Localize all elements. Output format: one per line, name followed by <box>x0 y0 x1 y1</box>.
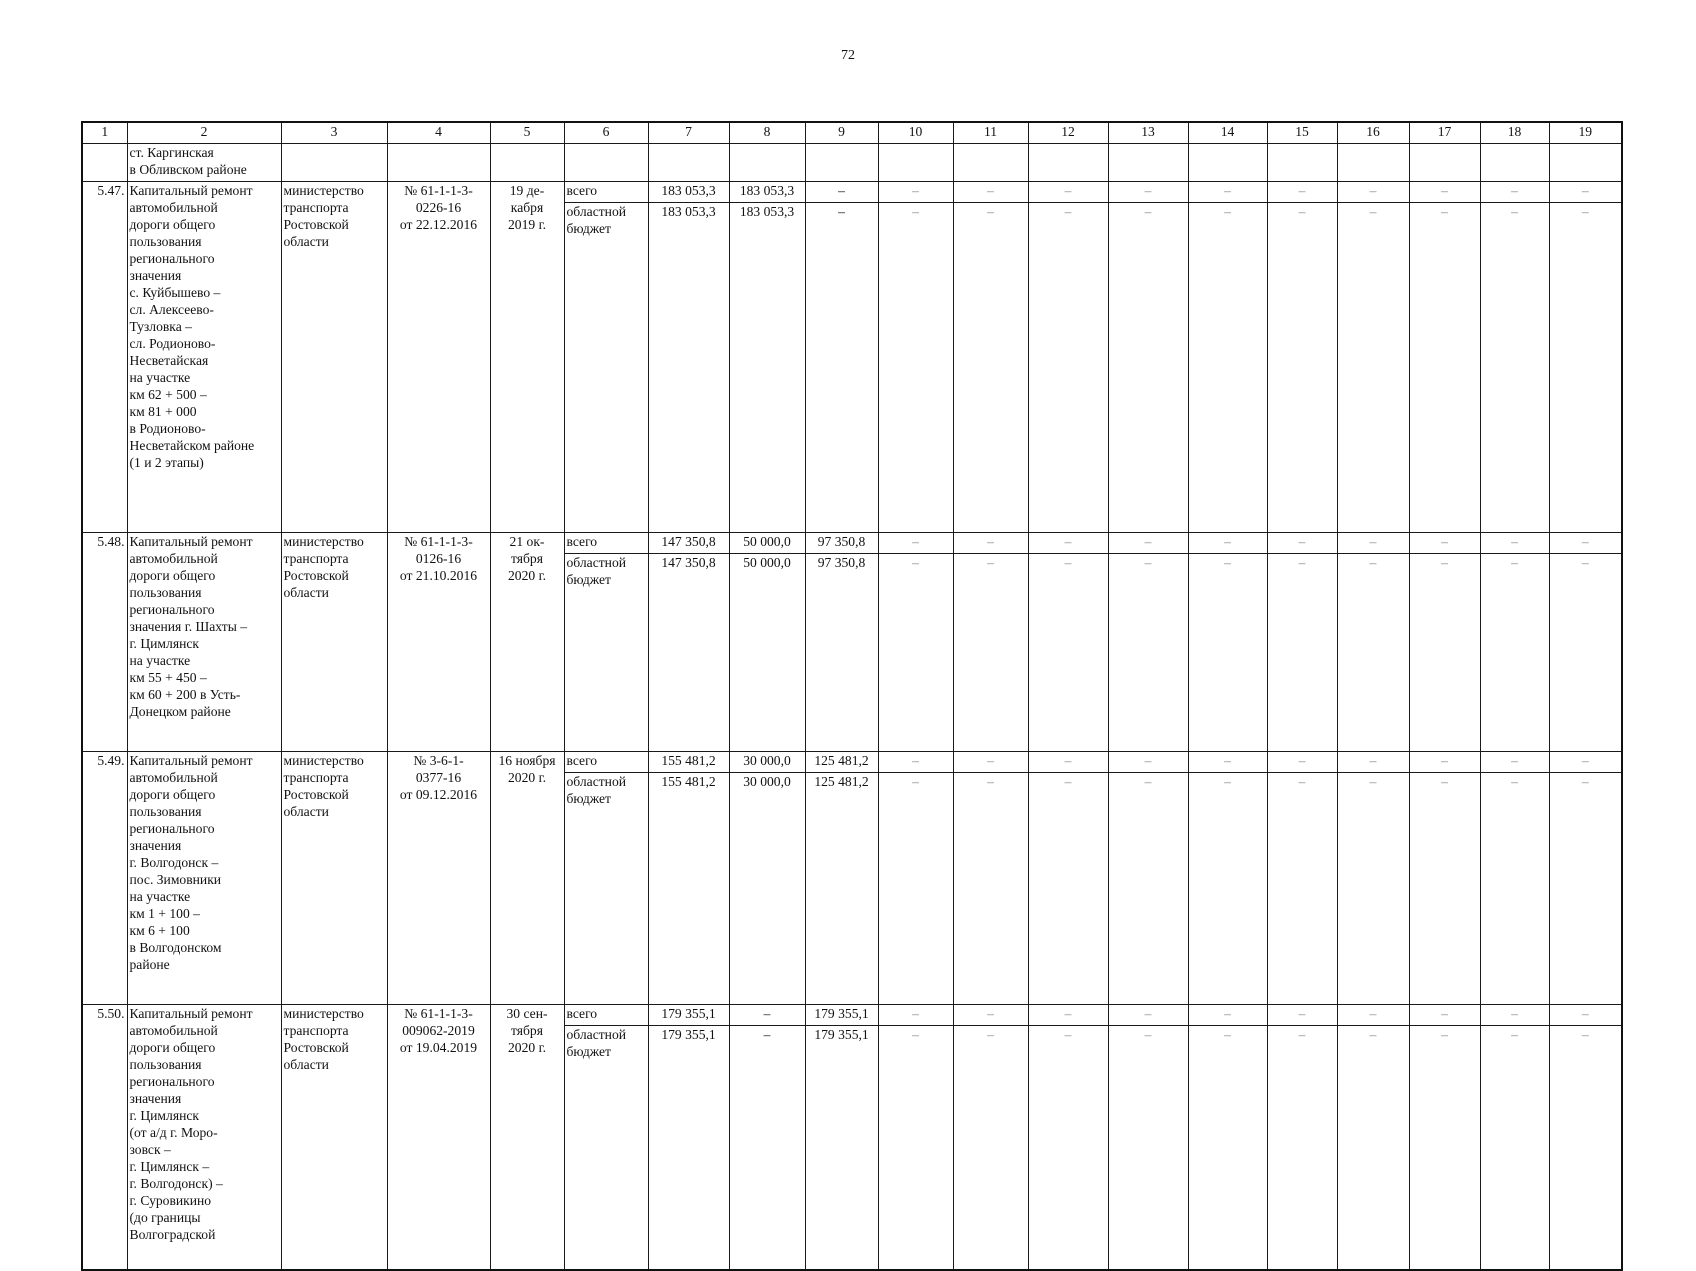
customer: министерство транспорта Ростовской области <box>281 533 387 752</box>
dash-cell: – <box>1549 752 1622 773</box>
value-col-8: 183 053,3 <box>729 182 805 203</box>
dash-cell: – <box>1188 554 1267 752</box>
dash-cell: – <box>1337 752 1409 773</box>
dash-cell: – <box>953 1005 1028 1026</box>
continuation-text: ст. Каргинская в Обливском районе <box>127 144 281 182</box>
document-number: № 61-1-1-3- 009062-2019 от 19.04.2019 <box>387 1005 490 1270</box>
dash-cell: – <box>1549 554 1622 752</box>
dash-cell: – <box>1480 182 1549 203</box>
value-col-7: 155 481,2 <box>648 773 729 1005</box>
dash-cell: – <box>1267 773 1337 1005</box>
document-number: № 61-1-1-3- 0126-16 от 21.10.2016 <box>387 533 490 752</box>
page-number: 72 <box>841 48 855 63</box>
object-row <box>82 182 1622 203</box>
dash-cell: – <box>1267 554 1337 752</box>
dash-cell: – <box>1337 1005 1409 1026</box>
dash-cell: – <box>1337 554 1409 752</box>
funding-source: всего <box>564 752 648 773</box>
dash-cell: – <box>1028 752 1108 773</box>
object-name: Капитальный ремонт автомобильной дороги общего пользования регионального значения г. Цимлянск (от а/д г. Моро- зовск – г. Цимлянск – г. Волгодонск) – г. Суровикино (до границы Волгоградской <box>127 1005 281 1270</box>
value-col-7: 147 350,8 <box>648 533 729 554</box>
value-col-9: 97 350,8 <box>805 533 878 554</box>
column-header: 1 <box>82 122 127 144</box>
column-header: 19 <box>1549 122 1622 144</box>
column-header: 5 <box>490 122 564 144</box>
dash-cell: – <box>953 752 1028 773</box>
column-header: 18 <box>1480 122 1549 144</box>
column-header: 9 <box>805 122 878 144</box>
value-col-7: 155 481,2 <box>648 752 729 773</box>
object-row <box>82 1005 1622 1026</box>
dash-cell: – <box>1409 182 1480 203</box>
dash-cell: – <box>1409 752 1480 773</box>
dash-cell: – <box>878 1026 953 1270</box>
dash-cell: – <box>1267 203 1337 533</box>
dash-cell: – <box>1267 1026 1337 1270</box>
value-col-7: 179 355,1 <box>648 1026 729 1270</box>
dash-cell: – <box>1480 1026 1549 1270</box>
completion-date: 16 ноября 2020 г. <box>490 752 564 1005</box>
object-row <box>82 533 1622 554</box>
object-name: Капитальный ремонт автомобильной дороги общего пользования регионального значения г. Шахты – г. Цимлянск на участке км 55 + 450 – км 60 + 200 в Усть- Донецком районе <box>127 533 281 752</box>
dash-cell: – <box>1480 1005 1549 1026</box>
value-col-9: 179 355,1 <box>805 1005 878 1026</box>
funding-source: областной бюджет <box>564 203 648 533</box>
dash-cell: – <box>1409 533 1480 554</box>
dash-cell: – <box>1028 554 1108 752</box>
value-col-8: 50 000,0 <box>729 533 805 554</box>
column-header: 12 <box>1028 122 1108 144</box>
dash-cell: – <box>1188 182 1267 203</box>
column-header: 10 <box>878 122 953 144</box>
dash-cell: – <box>1108 533 1188 554</box>
table-body <box>82 122 1622 1270</box>
dash-cell: – <box>1188 773 1267 1005</box>
value-col-8: 30 000,0 <box>729 773 805 1005</box>
funding-source: областной бюджет <box>564 1026 648 1270</box>
dash-cell: – <box>953 533 1028 554</box>
dash-cell: – <box>1409 773 1480 1005</box>
dash-cell: – <box>1108 1026 1188 1270</box>
completion-date: 21 ок- тября 2020 г. <box>490 533 564 752</box>
customer: министерство транспорта Ростовской области <box>281 752 387 1005</box>
value-col-9: 179 355,1 <box>805 1026 878 1270</box>
completion-date: 19 де- кабря 2019 г. <box>490 182 564 533</box>
dash-cell: – <box>1028 1005 1108 1026</box>
dash-cell: – <box>1267 182 1337 203</box>
continuation-row <box>82 144 1622 182</box>
column-header: 3 <box>281 122 387 144</box>
dash-cell: – <box>953 203 1028 533</box>
funding-source: областной бюджет <box>564 554 648 752</box>
value-col-7: 183 053,3 <box>648 182 729 203</box>
dash-cell: – <box>1480 203 1549 533</box>
value-col-9: – <box>805 203 878 533</box>
dash-cell: – <box>878 533 953 554</box>
object-name: Капитальный ремонт автомобильной дороги общего пользования регионального значения с. Куйбышево – сл. Алексеево- Тузловка – сл. Родионово- Несветайская на участке км 62 + 500 – км 81 + 000 в Родионово- Несветайском районе (1 и 2 этапы) <box>127 182 281 533</box>
dash-cell: – <box>1480 752 1549 773</box>
dash-cell: – <box>1267 533 1337 554</box>
dash-cell: – <box>953 182 1028 203</box>
investment-table <box>81 121 1623 1271</box>
dash-cell: – <box>1409 1005 1480 1026</box>
value-col-8: – <box>729 1005 805 1026</box>
dash-cell: – <box>1028 182 1108 203</box>
dash-cell: – <box>878 554 953 752</box>
column-header: 7 <box>648 122 729 144</box>
dash-cell: – <box>1480 533 1549 554</box>
value-col-9: 97 350,8 <box>805 554 878 752</box>
value-col-7: 179 355,1 <box>648 1005 729 1026</box>
dash-cell: – <box>1108 203 1188 533</box>
value-col-8: 50 000,0 <box>729 554 805 752</box>
value-col-7: 147 350,8 <box>648 554 729 752</box>
dash-cell: – <box>1480 773 1549 1005</box>
funding-source: всего <box>564 533 648 554</box>
dash-cell: – <box>1028 1026 1108 1270</box>
object-row <box>82 752 1622 773</box>
row-number: 5.48. <box>82 533 127 752</box>
funding-source: областной бюджет <box>564 773 648 1005</box>
dash-cell: – <box>1028 203 1108 533</box>
value-col-7: 183 053,3 <box>648 203 729 533</box>
dash-cell: – <box>1337 1026 1409 1270</box>
value-col-8: 30 000,0 <box>729 752 805 773</box>
dash-cell: – <box>1337 773 1409 1005</box>
dash-cell: – <box>1188 203 1267 533</box>
document-number: № 61-1-1-3- 0226-16 от 22.12.2016 <box>387 182 490 533</box>
column-header: 13 <box>1108 122 1188 144</box>
dash-cell: – <box>1267 752 1337 773</box>
dash-cell: – <box>878 773 953 1005</box>
dash-cell: – <box>1549 1026 1622 1270</box>
column-header: 14 <box>1188 122 1267 144</box>
value-col-9: 125 481,2 <box>805 752 878 773</box>
dash-cell: – <box>953 1026 1028 1270</box>
dash-cell: – <box>1409 1026 1480 1270</box>
column-header: 17 <box>1409 122 1480 144</box>
column-header: 4 <box>387 122 490 144</box>
dash-cell: – <box>1549 203 1622 533</box>
dash-cell: – <box>1480 554 1549 752</box>
dash-cell: – <box>1108 182 1188 203</box>
dash-cell: – <box>1028 533 1108 554</box>
dash-cell: – <box>1549 773 1622 1005</box>
column-header: 16 <box>1337 122 1409 144</box>
funding-source: всего <box>564 182 648 203</box>
dash-cell: – <box>1549 1005 1622 1026</box>
dash-cell: – <box>1549 533 1622 554</box>
dash-cell: – <box>1188 1005 1267 1026</box>
column-header: 8 <box>729 122 805 144</box>
value-col-9: – <box>805 182 878 203</box>
column-header: 11 <box>953 122 1028 144</box>
dash-cell: – <box>1337 533 1409 554</box>
dash-cell: – <box>1188 533 1267 554</box>
value-col-9: 125 481,2 <box>805 773 878 1005</box>
customer: министерство транспорта Ростовской области <box>281 1005 387 1270</box>
dash-cell: – <box>953 554 1028 752</box>
value-col-8: 183 053,3 <box>729 203 805 533</box>
row-number: 5.50. <box>82 1005 127 1270</box>
dash-cell: – <box>953 773 1028 1005</box>
dash-cell: – <box>878 1005 953 1026</box>
column-header: 6 <box>564 122 648 144</box>
dash-cell: – <box>1188 752 1267 773</box>
dash-cell: – <box>1108 1005 1188 1026</box>
dash-cell: – <box>1337 203 1409 533</box>
column-header: 2 <box>127 122 281 144</box>
funding-source: всего <box>564 1005 648 1026</box>
dash-cell: – <box>1337 182 1409 203</box>
customer: министерство транспорта Ростовской области <box>281 182 387 533</box>
dash-cell: – <box>1108 773 1188 1005</box>
dash-cell: – <box>1108 554 1188 752</box>
dash-cell: – <box>878 182 953 203</box>
header-row <box>82 122 1622 144</box>
dash-cell: – <box>1409 554 1480 752</box>
dash-cell: – <box>1409 203 1480 533</box>
dash-cell: – <box>878 752 953 773</box>
column-header: 15 <box>1267 122 1337 144</box>
empty-cell <box>82 144 127 182</box>
dash-cell: – <box>1549 182 1622 203</box>
object-name: Капитальный ремонт автомобильной дороги общего пользования регионального значения г. Волгодонск – пос. Зимовники на участке км 1 + 100 – км 6 + 100 в Волгодонском районе <box>127 752 281 1005</box>
row-number: 5.47. <box>82 182 127 533</box>
dash-cell: – <box>1188 1026 1267 1270</box>
document-number: № 3-6-1- 0377-16 от 09.12.2016 <box>387 752 490 1005</box>
row-number: 5.49. <box>82 752 127 1005</box>
dash-cell: – <box>1028 773 1108 1005</box>
dash-cell: – <box>878 203 953 533</box>
value-col-8: – <box>729 1026 805 1270</box>
dash-cell: – <box>1267 1005 1337 1026</box>
completion-date: 30 сен- тября 2020 г. <box>490 1005 564 1270</box>
dash-cell: – <box>1108 752 1188 773</box>
